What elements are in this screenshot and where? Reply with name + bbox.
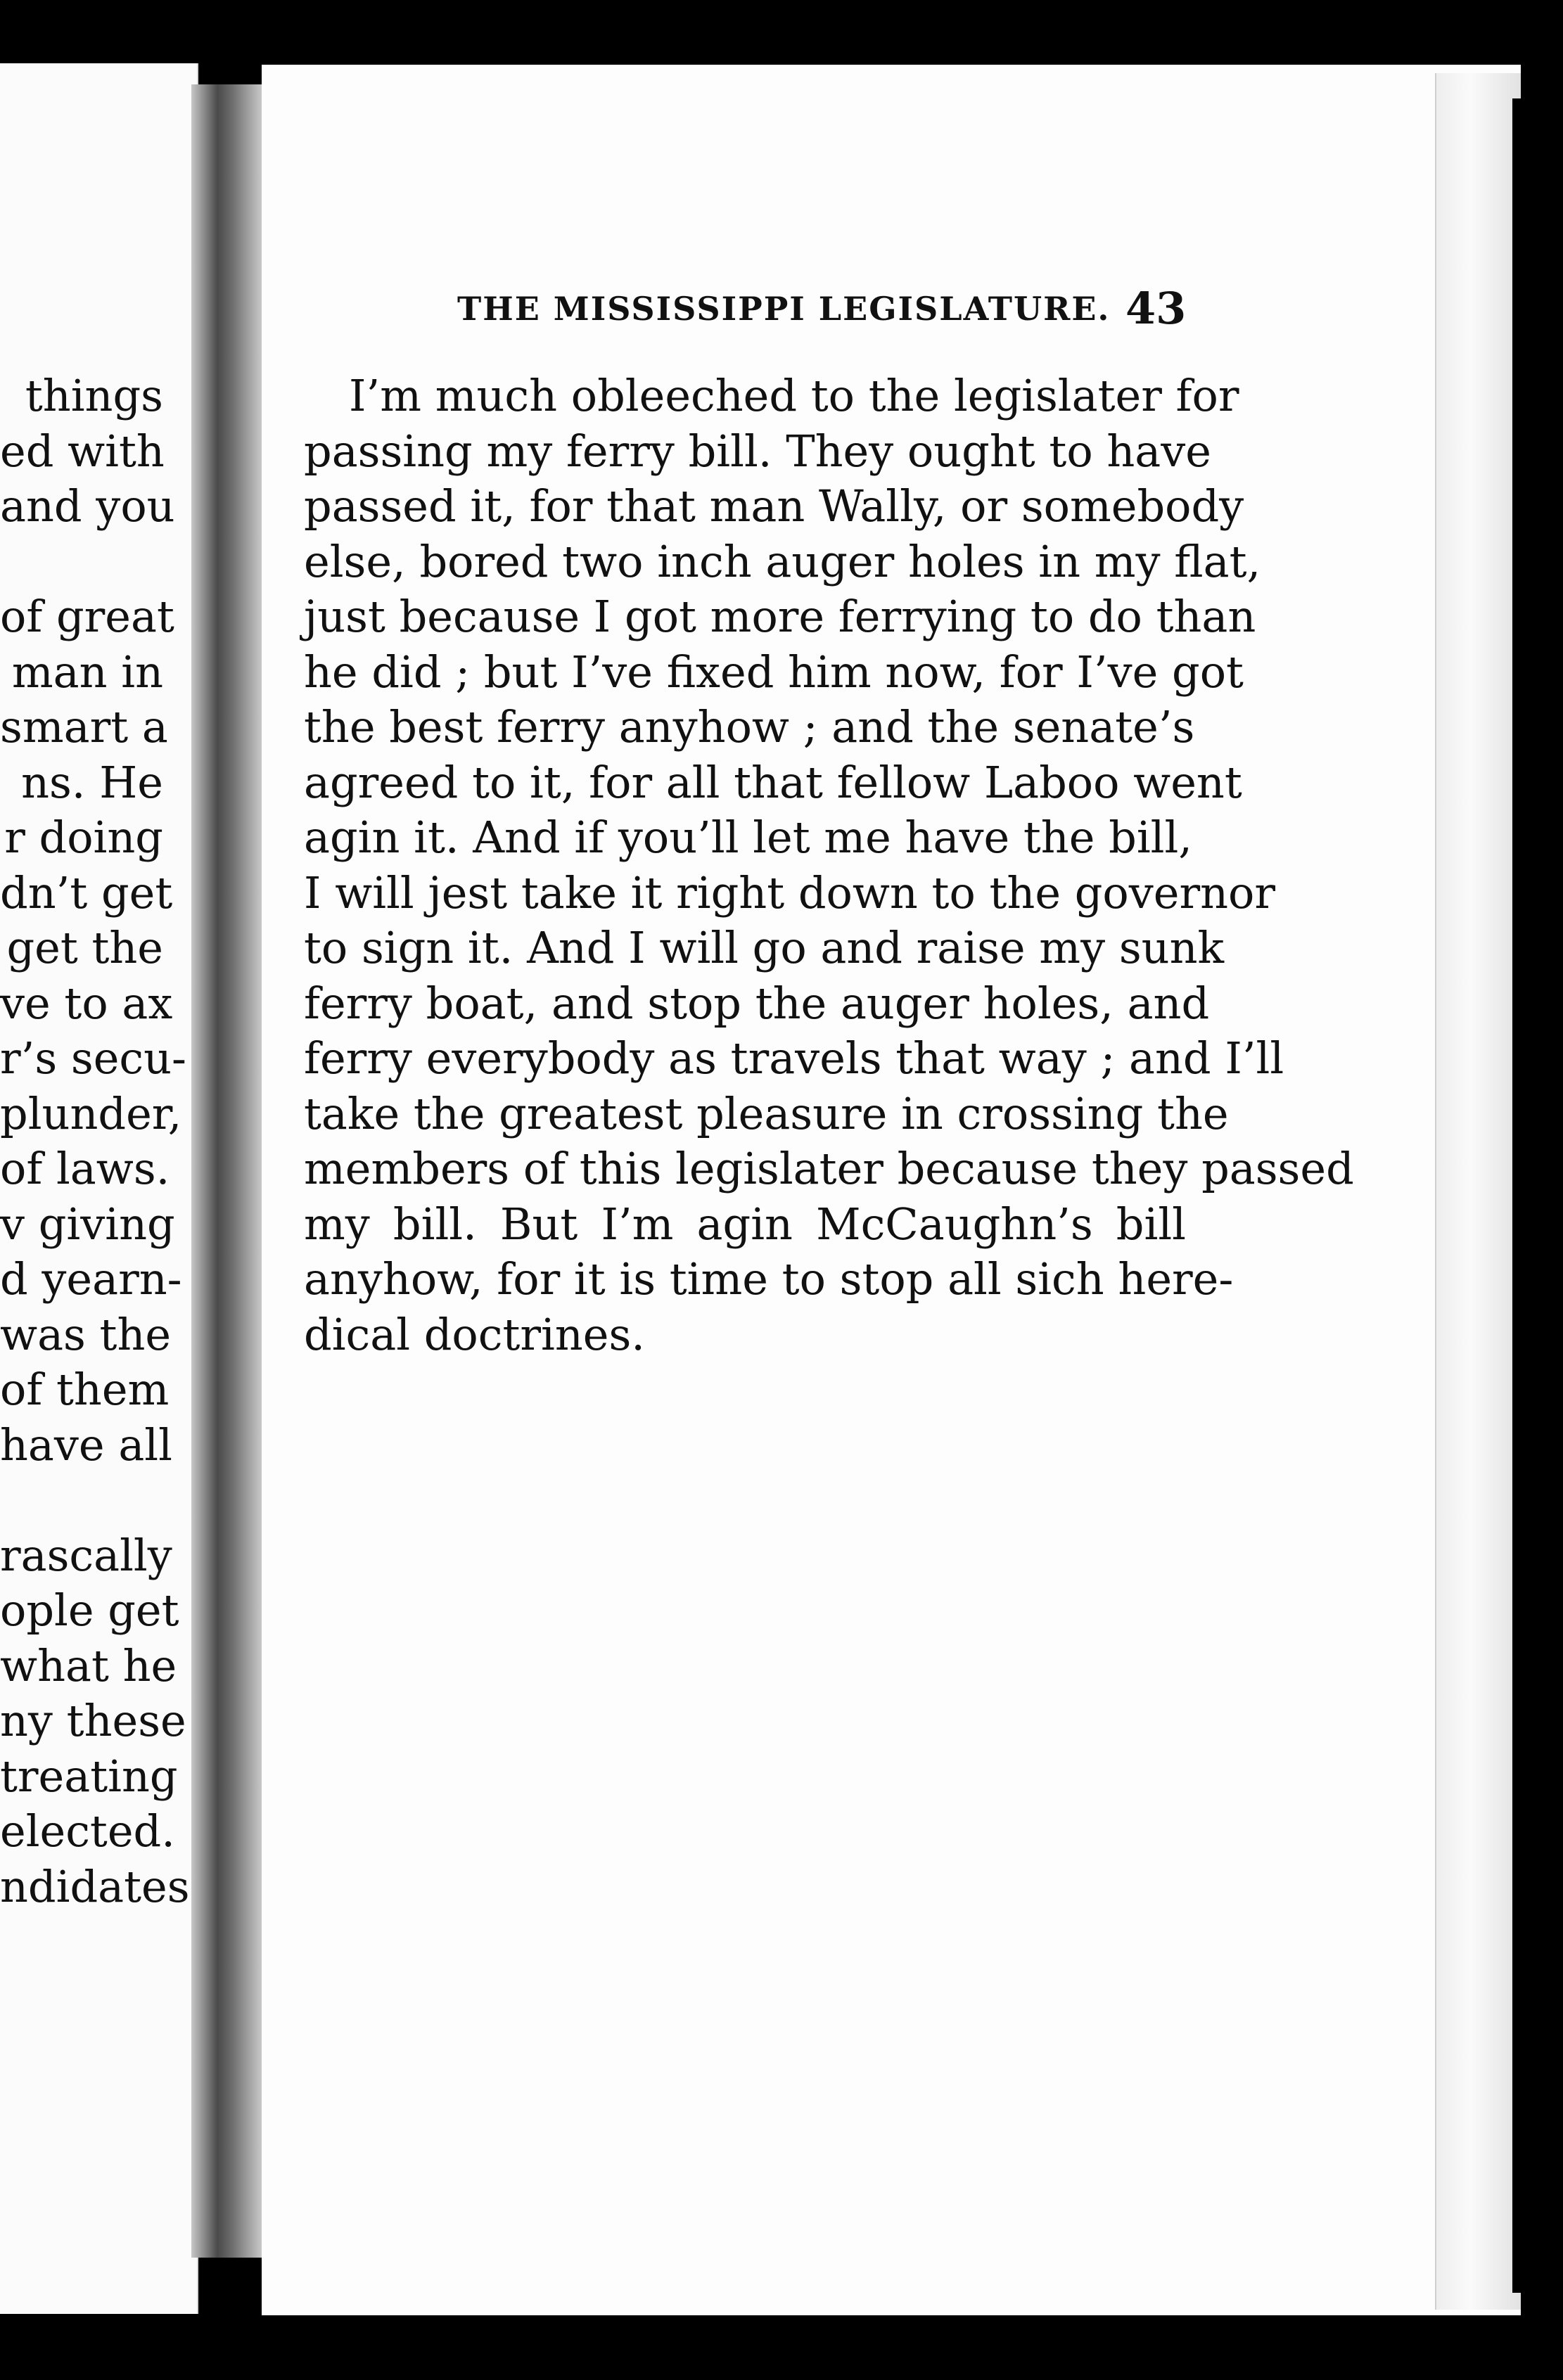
left-page-text (0, 369, 190, 1914)
text-line: passing my ferry bill. They ought to have (304, 425, 1211, 477)
left-line: what he (0, 1639, 177, 1691)
left-line: ny these (0, 1695, 186, 1746)
body-text (304, 369, 1354, 1362)
left-line: of them (0, 1364, 170, 1415)
text-line: anyhow, for it is time to stop all sich here- (304, 1253, 1234, 1305)
left-line: ns. He (21, 756, 163, 808)
text-line: passed it, for that man Wally, or somebody (304, 480, 1244, 532)
text-line: take the greatest pleasure in crossing the (304, 1087, 1229, 1139)
text-line: ferry boat, and stop the auger holes, and (304, 977, 1210, 1029)
left-line: man in (11, 646, 163, 698)
left-line: get the (6, 922, 163, 973)
text-line: my bill. But I’m agin McCaughn’s bill (304, 1198, 1186, 1250)
left-line: things (25, 370, 163, 421)
left-line: v giving (0, 1198, 175, 1250)
text-line: I will jest take it right down to the governor (304, 866, 1276, 919)
page-edge (1435, 73, 1521, 2310)
text-line: dical doctrines. (304, 1308, 646, 1360)
left-line: elected. (0, 1805, 175, 1857)
text-line: just because I got more ferrying to do than (304, 591, 1256, 642)
text-line: the best ferry anyhow ; and the senate’s (304, 701, 1195, 753)
text-line: agreed to it, for all that fellow Laboo went (304, 756, 1242, 808)
left-line: ople get (0, 1585, 179, 1636)
left-line: smart a (0, 701, 168, 753)
text-line: ferry everybody as travels that way ; and I’ll (304, 1032, 1284, 1084)
left-line: of laws. (0, 1143, 170, 1194)
book-gutter (191, 84, 266, 2258)
page-number: 43 (1125, 283, 1187, 334)
text-line: I’m much obleeched to the legislater for (349, 370, 1239, 421)
left-line: r doing (4, 812, 163, 863)
left-line: d yearn- (0, 1253, 182, 1305)
left-line: rascally (0, 1529, 172, 1581)
left-line: ve to ax (0, 977, 173, 1029)
running-head: THE MISSISSIPPI LEGISLATURE. (457, 290, 1111, 328)
left-line: was the (0, 1308, 172, 1360)
left-line: plunder, (0, 1087, 182, 1139)
text-line: else, bored two inch auger holes in my flat, (304, 535, 1261, 587)
left-line: ed with (0, 425, 165, 477)
text-line: to sign it. And I will go and raise my sunk (304, 922, 1225, 973)
left-line: and you (0, 480, 175, 532)
scan-border (1512, 98, 1563, 2293)
left-line: ndidates (0, 1860, 190, 1912)
text-line: agin it. And if you’ll let me have the bill, (304, 812, 1193, 863)
left-line: dn’t get (0, 866, 173, 919)
left-line: of great (0, 591, 174, 642)
text-line: members of this legislater because they passed (304, 1143, 1354, 1194)
left-line: treating (0, 1750, 178, 1802)
left-line: r’s secu- (0, 1032, 186, 1084)
text-line: he did ; but I’ve fixed him now, for I’ve got (304, 646, 1244, 698)
left-line: have all (0, 1419, 172, 1471)
